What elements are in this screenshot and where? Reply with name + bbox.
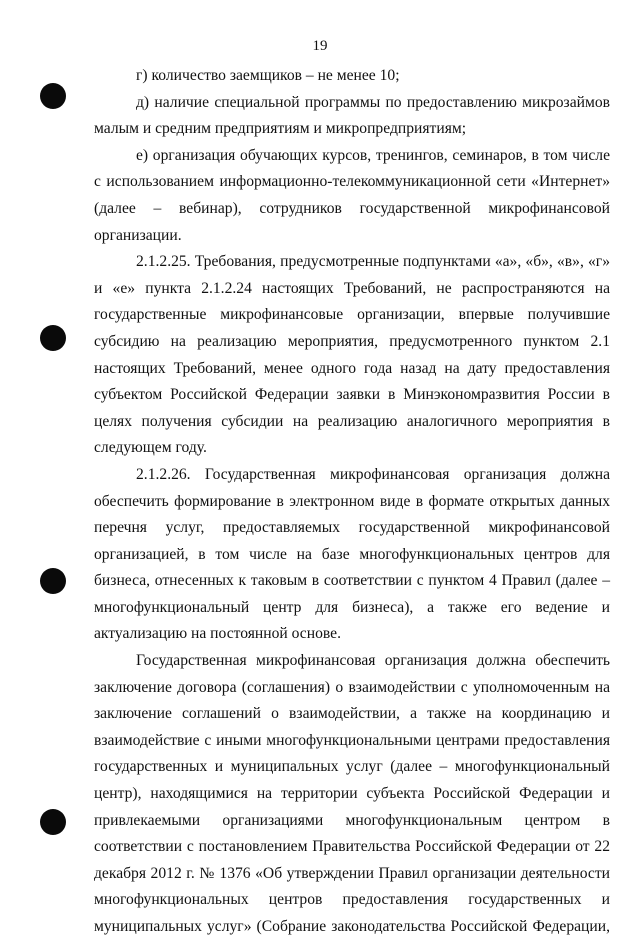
punch-hole	[40, 568, 66, 594]
paragraph-clause-2-1-2-25: 2.1.2.25. Требования, предусмотренные подпунктами «а», «б», «в», «г» и «е» пункта 2.1.2.24 настоящих Требований, не распространяются на государственные микрофинансовые организации, впервые получившие субсидию на реализацию мероприятия, предусмотренного пунктом 2.1 настоящих Требований, менее одного года назад на дату предоставления субъектом Российской Федерации заявки в Минэкономразвития России в целях получения субсидии на реализацию аналогичного мероприятия в следующем году.	[94, 253, 610, 457]
paragraph-item-g: г) количество заемщиков – не менее 10;	[136, 67, 400, 84]
paragraph-item-d: д) наличие специальной программы по предоставлению микрозаймов малым и средним предприятиям и микропредприятиям;	[94, 93, 610, 138]
punch-hole	[40, 83, 66, 109]
paragraph-clause-2-1-2-26: 2.1.2.26. Государственная микрофинансовая организация должна обеспечить формирование в электронном виде в формате открытых данных перечня услуг, предоставляемых государственной микрофинансовой организацией, в том числе на базе многофункциональных центров для бизнеса, отнесенных к таковым в соответствии с пунктом 4 Правил (далее – многофункциональный центр для бизнеса), а также его ведение и актуализацию на постоянной основе.	[94, 465, 610, 643]
punch-hole	[40, 325, 66, 351]
punch-hole	[40, 809, 66, 835]
page-number: 19	[312, 38, 328, 54]
paragraph-item-e: е) организация обучающих курсов, тренингов, семинаров, в том числе с использованием информационно-телекоммуникационной сети «Интернет» (далее – вебинар), сотрудников государственной микрофинансовой организации.	[94, 146, 610, 244]
paragraph-mfc-agreement: Государственная микрофинансовая организация должна обеспечить заключение договора (соглашения) о взаимодействии с уполномоченным на заключение соглашений о взаимодействии, а также на координацию и взаимодействие с иными многофункциональными центрами предоставления государственных и муниципальных услуг (далее – многофункциональный центр), находящимися на территории субъекта Российской Федерации и привлекаемыми организациями многофункциональным центром в соответствии с постановлением Правительства Российской Федерации от 22 декабря 2012 г. № 1376 «Об утверждении Правил организации деятельности многофункциональных центров предоставления государственных и муниципальных услуг» (Собрание законодательства Российской Федерации,	[94, 652, 610, 935]
document-body	[94, 63, 610, 941]
